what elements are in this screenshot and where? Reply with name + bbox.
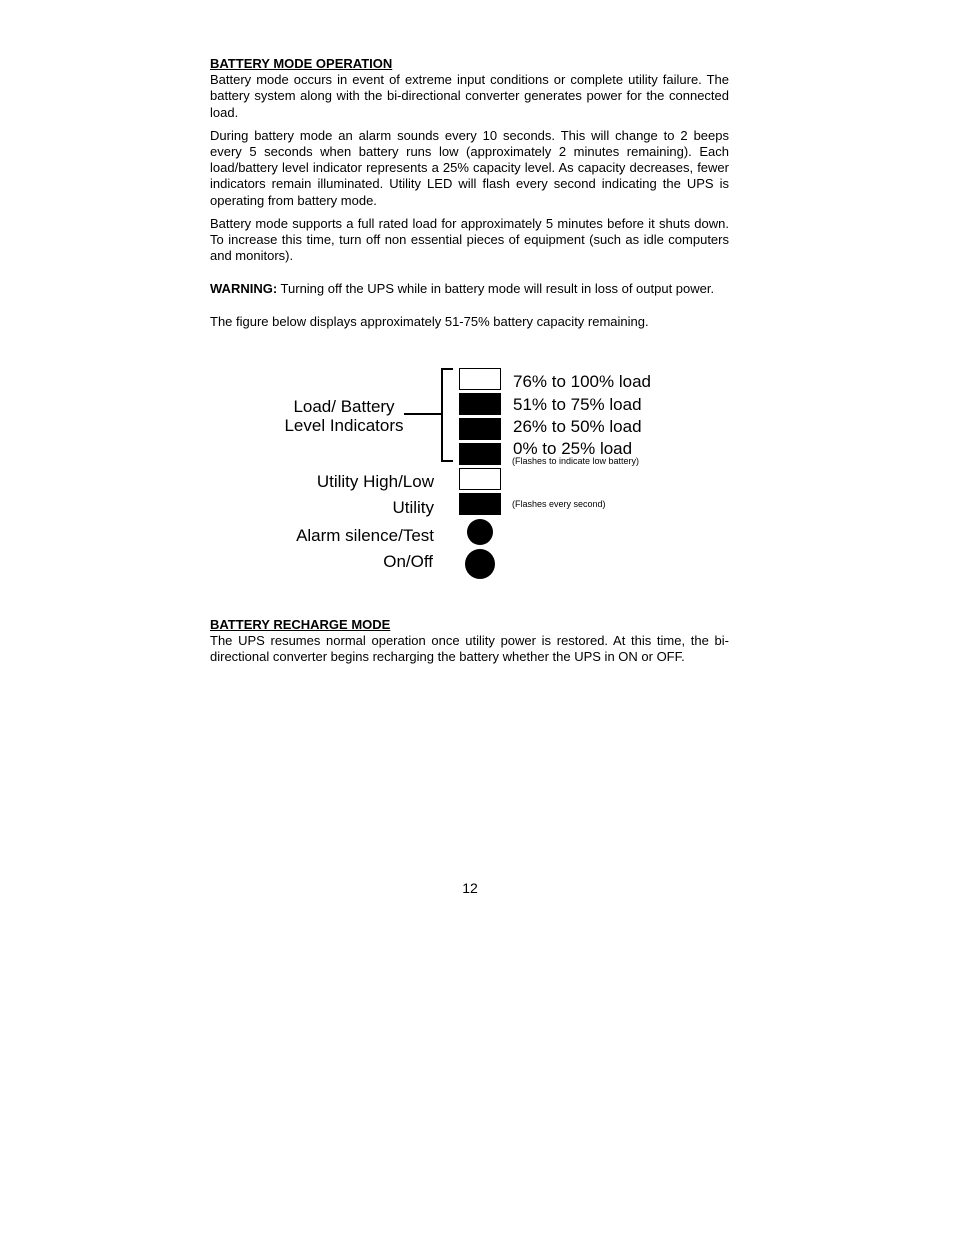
level-led-76-100 — [459, 368, 501, 390]
level-label: 76% to 100% load — [513, 372, 651, 391]
warning-label: WARNING: — [210, 281, 278, 297]
low-battery-note: (Flashes to indicate low battery) — [512, 456, 640, 466]
level-led-26-50 — [459, 418, 501, 440]
utility-led — [459, 493, 501, 515]
paragraph: Battery mode supports a full rated load for approximately 5 minutes before it shuts down. To increase this time, turn off non essential pieces of equipment (such as idle computers and monitors). — [210, 215, 729, 264]
section-heading: BATTERY RECHARGE MODE — [210, 617, 391, 632]
warning-paragraph — [210, 281, 729, 297]
page-number: 12 — [462, 880, 478, 896]
level-led-0-25 — [459, 443, 501, 465]
level-label: 0% to 25% load — [513, 439, 633, 458]
paragraph: The UPS resumes normal operation once utility power is restored. At this time, the bi-directional converter begins recharging the battery whether the UPS in ON or OFF. — [210, 633, 729, 665]
onoff-button[interactable] — [465, 549, 495, 579]
battery-mode-section — [210, 56, 729, 330]
onoff-label: On/Off — [383, 552, 433, 571]
utility-high-low-label: Utility High/Low — [316, 472, 434, 491]
level-label: 51% to 75% load — [513, 395, 642, 414]
utility-high-low-led — [459, 468, 501, 490]
group-label-line1: Load/ Battery — [293, 397, 395, 416]
alarm-silence-test-button[interactable] — [467, 519, 493, 545]
utility-label: Utility — [392, 498, 434, 517]
group-label-line2: Level Indicators — [284, 416, 404, 435]
warning-text: Turning off the UPS while in battery mode will result in loss of output power. — [277, 281, 715, 297]
paragraph: During battery mode an alarm sounds every 10 seconds. This will change to 2 beeps every 5 seconds when battery runs low (approximately 2 minutes remaining). Each load/battery level indicator represents a 25% capacity level. As capacity decreases, fewer indicators remain illuminated. Utility LED will flash every second indicating the UPS is operating from battery mode. — [210, 127, 729, 208]
alarm-silence-label: Alarm silence/Test — [296, 526, 434, 545]
level-led-51-75 — [459, 393, 501, 415]
battery-recharge-section — [210, 617, 729, 666]
section-heading: BATTERY MODE OPERATION — [210, 56, 393, 71]
figure-intro: The figure below displays approximately 51-75% battery capacity remaining. — [210, 313, 649, 329]
group-bracket — [441, 368, 453, 462]
leader-line — [404, 413, 442, 415]
paragraph: Battery mode occurs in event of extreme input conditions or complete utility failure. The battery system along with the bi-directional converter generates power for the connected load. — [210, 72, 729, 120]
level-label: 26% to 50% load — [513, 417, 642, 436]
utility-note: (Flashes every second) — [512, 499, 606, 509]
